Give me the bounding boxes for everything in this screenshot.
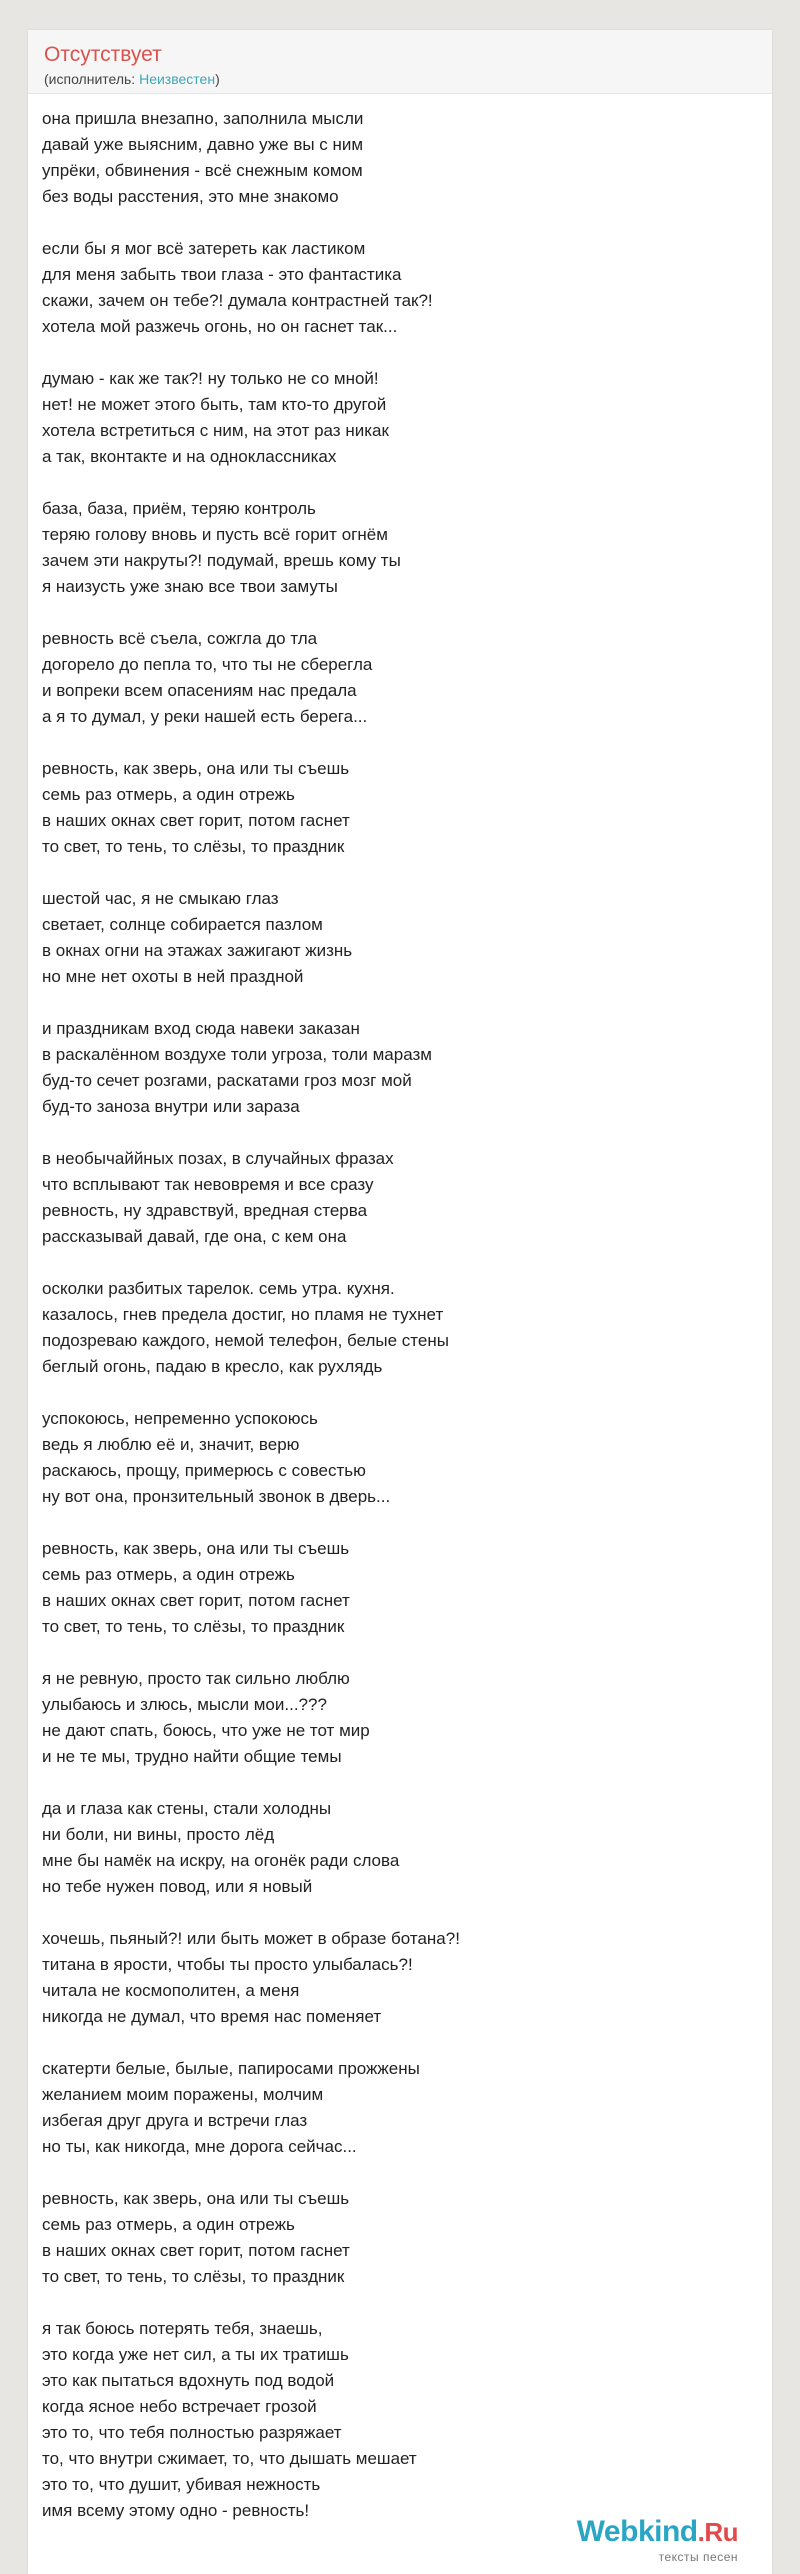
lyrics-stanza [42, 1276, 772, 1380]
lyrics-line: мне бы намёк на искру, на огонёк ради слова [42, 1851, 400, 1870]
lyrics-line: ревность всё съела, сожгла до тла [42, 629, 318, 648]
lyrics-stanza [42, 626, 772, 730]
logo-subtitle: тексты песен [658, 2550, 738, 2564]
lyrics-line: это когда уже нет сил, а ты их тратишь [42, 2345, 349, 2364]
artist-line [44, 70, 756, 88]
lyrics-line: когда ясное небо встречает грозой [42, 2397, 317, 2416]
lyrics-line: да и глаза как стены, стали холодны [42, 1799, 332, 1818]
lyrics-stanza [42, 1406, 772, 1510]
lyrics-line: ревность, как зверь, она или ты съешь [42, 2189, 350, 2208]
lyrics-line: титана в ярости, чтобы ты просто улыбалась?! [42, 1955, 413, 1974]
logo-main-text: Webkind [576, 2515, 698, 2548]
lyrics-line: имя всему этому одно - ревность! [42, 2501, 310, 2520]
lyrics-line: в наших окнах свет горит, потом гаснет [42, 811, 350, 830]
lyrics-line: ни боли, ни вины, просто лёд [42, 1825, 275, 1844]
lyrics-line: и праздникам вход сюда навеки заказан [42, 1019, 360, 1038]
lyrics-line: но тебе нужен повод, или я новый [42, 1877, 313, 1896]
lyrics-line: но мне нет охоты в ней праздной [42, 967, 304, 986]
lyrics-line: упрёки, обвинения - всё снежным комом [42, 161, 363, 180]
lyrics-line: подозреваю каждого, немой телефон, белые стены [42, 1331, 449, 1350]
lyrics-line: если бы я мог всё затереть как ластиком [42, 239, 366, 258]
lyrics-line: что всплывают так невовремя и все сразу [42, 1175, 374, 1194]
webkind-logo[interactable] [577, 2516, 738, 2564]
lyrics-line: зачем эти накруты?! подумай, врешь кому ты [42, 551, 401, 570]
lyrics-line: это то, что тебя полностью разряжает [42, 2423, 342, 2442]
lyrics-line: а так, вконтакте и на одноклассниках [42, 447, 337, 466]
lyrics-line: это то, что душит, убивая нежность [42, 2475, 321, 2494]
lyrics-line: нет! не может этого быть, там кто-то другой [42, 395, 387, 414]
lyrics-line: избегая друг друга и встречи глаз [42, 2111, 308, 2130]
lyrics-line: давай уже выясним, давно уже вы с ним [42, 135, 364, 154]
lyrics-line: успокоюсь, непременно успокоюсь [42, 1409, 318, 1428]
lyrics-stanza [42, 2186, 772, 2290]
lyrics-line: скатерти белые, былые, папиросами прожжены [42, 2059, 420, 2078]
artist-link[interactable]: Неизвестен [139, 71, 216, 87]
lyrics-line: и вопреки всем опасениям нас предала [42, 681, 357, 700]
lyrics-line: осколки разбитых тарелок. семь утра. кухня. [42, 1279, 395, 1298]
lyrics-stanza [42, 106, 772, 210]
lyrics-stanza [42, 1926, 772, 2030]
lyrics-line: без воды расстения, это мне знакомо [42, 187, 339, 206]
lyrics-line: буд-то сечет розгами, раскатами гроз мозг мой [42, 1071, 412, 1090]
lyrics-line: шестой час, я не смыкаю глаз [42, 889, 279, 908]
lyrics-line: то свет, то тень, то слёзы, то праздник [42, 1617, 345, 1636]
lyrics-line: скажи, зачем он тебе?! думала контрастней так?! [42, 291, 433, 310]
lyrics-line: буд-то заноза внутри или зараза [42, 1097, 300, 1116]
lyrics-line: думаю - как же так?! ну только не со мной! [42, 369, 379, 388]
lyrics-line: ревность, как зверь, она или ты съешь [42, 1539, 350, 1558]
song-header [28, 30, 772, 94]
lyrics-stanza [42, 1146, 772, 1250]
lyrics-line: желанием моим поражены, молчим [42, 2085, 324, 2104]
lyrics-line: казалось, гнев предела достиг, но пламя не тухнет [42, 1305, 444, 1324]
lyrics-line: то свет, то тень, то слёзы, то праздник [42, 2267, 345, 2286]
lyrics-stanza [42, 496, 772, 600]
lyrics-line: не дают спать, боюсь, что уже не тот мир [42, 1721, 370, 1740]
lyrics-line: в окнах огни на этажах зажигают жизнь [42, 941, 353, 960]
lyrics-stanza [42, 1666, 772, 1770]
lyrics-line: ревность, ну здравствуй, вредная стерва [42, 1201, 368, 1220]
lyrics-stanza [42, 236, 772, 340]
song-title: Отсутствует [44, 43, 162, 66]
lyrics-line: то свет, то тень, то слёзы, то праздник [42, 837, 345, 856]
lyrics-stanza [42, 366, 772, 470]
lyrics-line: хотела мой разжечь огонь, но он гаснет так... [42, 317, 398, 336]
lyrics-line: то, что внутри сжимает, то, что дышать мешает [42, 2449, 417, 2468]
lyrics-stanza [42, 756, 772, 860]
logo-tld-text: .Ru [697, 2517, 738, 2547]
lyrics-line: в раскалённом воздухе толи угроза, толи маразм [42, 1045, 432, 1064]
lyrics-line: в наших окнах свет горит, потом гаснет [42, 1591, 350, 1610]
lyrics-line: семь раз отмерь, а один отрежь [42, 1565, 295, 1584]
lyrics-line: ревность, как зверь, она или ты съешь [42, 759, 350, 778]
lyrics-line: я так боюсь потерять тебя, знаешь, [42, 2319, 323, 2338]
lyrics-line: ну вот она, пронзительный звонок в дверь... [42, 1487, 391, 1506]
lyrics-line: семь раз отмерь, а один отрежь [42, 2215, 295, 2234]
lyrics-stanza [42, 1536, 772, 1640]
lyrics-line: семь раз отмерь, а один отрежь [42, 785, 295, 804]
page-container [28, 30, 772, 2574]
lyrics-line: в необычаййных позах, в случайных фразах [42, 1149, 394, 1168]
artist-suffix: ) [215, 71, 220, 87]
lyrics-line: теряю голову вновь и пусть всё горит огнём [42, 525, 388, 544]
lyrics-line: а я то думал, у реки нашей есть берега... [42, 707, 368, 726]
lyrics-body [28, 94, 772, 2524]
lyrics-line: но ты, как никогда, мне дорога сейчас... [42, 2137, 357, 2156]
lyrics-line: никогда не думал, что время нас поменяет [42, 2007, 382, 2026]
lyrics-stanza [42, 1016, 772, 1120]
lyrics-line: читала не космополитен, а меня [42, 1981, 300, 2000]
lyrics-line: я наизусть уже знаю все твои замуты [42, 577, 338, 596]
lyrics-stanza [42, 2056, 772, 2160]
lyrics-line: в наших окнах свет горит, потом гаснет [42, 2241, 350, 2260]
lyrics-line: раскаюсь, прощу, примерюсь с совестью [42, 1461, 366, 1480]
lyrics-line: беглый огонь, падаю в кресло, как рухлядь [42, 1357, 383, 1376]
artist-prefix: (исполнитель: [44, 71, 140, 87]
lyrics-stanza [42, 2316, 772, 2524]
lyrics-stanza [42, 886, 772, 990]
lyrics-stanza [42, 1796, 772, 1900]
lyrics-line: я не ревную, просто так сильно люблю [42, 1669, 350, 1688]
lyrics-line: улыбаюсь и злюсь, мысли мои...??? [42, 1695, 327, 1714]
lyrics-line: хотела встретиться с ним, на этот раз никак [42, 421, 389, 440]
lyrics-line: светает, солнце собирается пазлом [42, 915, 323, 934]
lyrics-line: рассказывай давай, где она, с кем она [42, 1227, 347, 1246]
lyrics-line: база, база, приём, теряю контроль [42, 499, 316, 518]
lyrics-line: это как пытаться вдохнуть под водой [42, 2371, 335, 2390]
lyrics-line: догорело до пепла то, что ты не сберегла [42, 655, 373, 674]
lyrics-line: ведь я люблю её и, значит, верю [42, 1435, 300, 1454]
lyrics-line: хочешь, пьяный?! или быть может в образе ботана?! [42, 1929, 460, 1948]
lyrics-line: для меня забыть твои глаза - это фантастика [42, 265, 402, 284]
lyrics-line: и не те мы, трудно найти общие темы [42, 1747, 342, 1766]
lyrics-line: она пришла внезапно, заполнила мысли [42, 109, 364, 128]
